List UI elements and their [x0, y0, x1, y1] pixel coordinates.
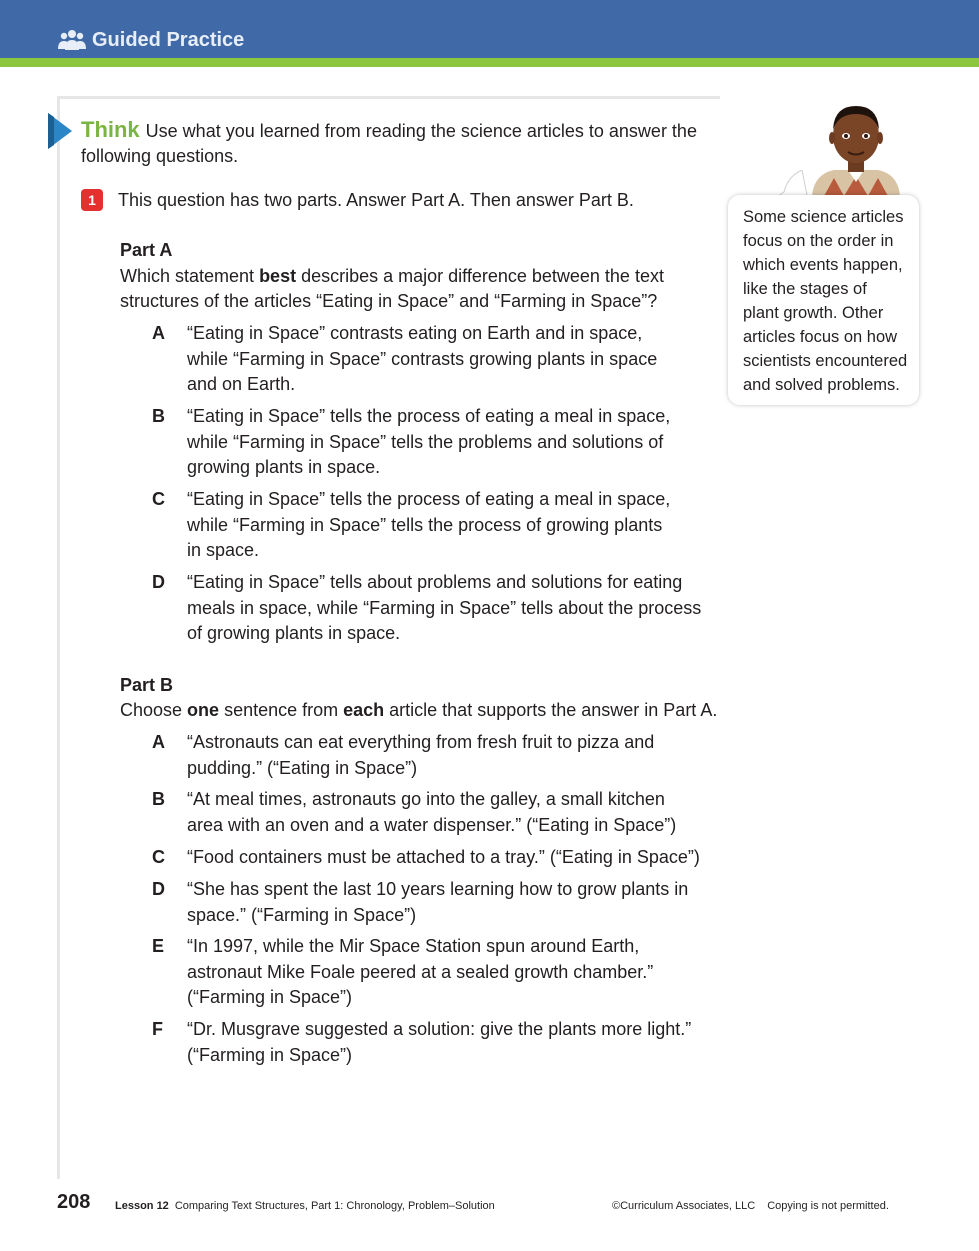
question-number-badge: 1 [81, 189, 103, 211]
option-letter: C [152, 847, 165, 867]
part-b-option-a[interactable] [152, 730, 717, 781]
option-letter: D [152, 572, 165, 592]
option-letter: A [152, 323, 165, 343]
option-text: “Food containers must be attached to a tray.” (“Eating in Space”) [187, 847, 700, 867]
option-letter: B [152, 789, 165, 809]
part-a-title: Part A [120, 240, 173, 260]
flag-marker-icon [48, 113, 72, 149]
section-header [58, 26, 244, 54]
part-b-option-b[interactable] [152, 787, 717, 838]
option-letter: F [152, 1019, 163, 1039]
lesson-label: Lesson 12 Comparing Text Structures, Part 1: Chronology, Problem–Solution [115, 1200, 495, 1212]
option-letter: E [152, 936, 165, 956]
think-text: Use what you learned from reading the science articles to answer the following questions. [81, 121, 697, 166]
copyright-notice: ©Curriculum Associates, LLC Copying is not permitted. [612, 1200, 889, 1212]
header-stripe [0, 58, 979, 67]
people-icon [58, 28, 86, 52]
option-letter: D [152, 879, 165, 899]
option-text: “Eating in Space” tells about problems and solutions for eating meals in space, while “Farming in Space” tells about the process of growing plants in space. [187, 572, 702, 643]
option-letter: C [152, 489, 165, 509]
part-b-option-c[interactable] [152, 845, 717, 871]
option-text: “Eating in Space” contrasts eating on Earth and in space, while “Farming in Space” contrasts growing plants in space and on Earth. [187, 323, 658, 394]
option-text: “Eating in Space” tells the process of eating a meal in space, while “Farming in Space” tells the process of growing plants in space. [187, 489, 671, 560]
question-intro: This question has two parts. Answer Part A. Then answer Part B. [118, 190, 634, 210]
part-a-stem: Which statement best describes a major difference between the text structures of the articles “Eating in Space” and “Farming in Space”? [120, 266, 664, 311]
student-avatar [808, 100, 904, 196]
option-text: “At meal times, astronauts go into the galley, a small kitchen area with an oven and a water dispenser.” (“Eating in Space”) [187, 789, 677, 835]
part-b-title: Part B [120, 675, 174, 695]
section-title: Guided Practice [92, 28, 245, 51]
option-letter: A [152, 732, 165, 752]
option-letter: B [152, 406, 165, 426]
part-a-option-b[interactable] [152, 404, 717, 481]
part-b-option-e[interactable] [152, 934, 717, 1011]
part-a-option-d[interactable] [152, 570, 717, 647]
option-text: “In 1997, while the Mir Space Station spun around Earth, astronaut Mike Foale peered at a sealed growth chamber.” (“Farming in Space”) [187, 936, 654, 1007]
option-text: “Astronauts can eat everything from fresh fruit to pizza and pudding.” (“Eating in Space”) [187, 732, 655, 778]
part-b-stem: Choose one sentence from each article that supports the answer in Part A. [120, 700, 718, 720]
part-a-option-c[interactable] [152, 487, 717, 564]
think-label: Think [81, 117, 140, 142]
part-b-option-d[interactable] [152, 877, 717, 928]
option-text: “She has spent the last 10 years learning how to grow plants in space.” (“Farming in Space”) [187, 879, 689, 925]
option-text: “Dr. Musgrave suggested a solution: give the plants more light.” (“Farming in Space”) [187, 1019, 692, 1065]
part-b-option-f[interactable] [152, 1017, 717, 1068]
page-number: 208 [57, 1191, 91, 1213]
option-text: “Eating in Space” tells the process of eating a meal in space, while “Farming in Space” tells the problems and solutions of growing plants in space. [187, 406, 671, 477]
think-prompt [81, 117, 721, 169]
part-a-option-a[interactable] [152, 321, 717, 398]
tip-text: Some science articles focus on the order in which events happen, like the stages of plant growth. Other articles focus on how scientists encountered and solved problems. [743, 208, 908, 394]
